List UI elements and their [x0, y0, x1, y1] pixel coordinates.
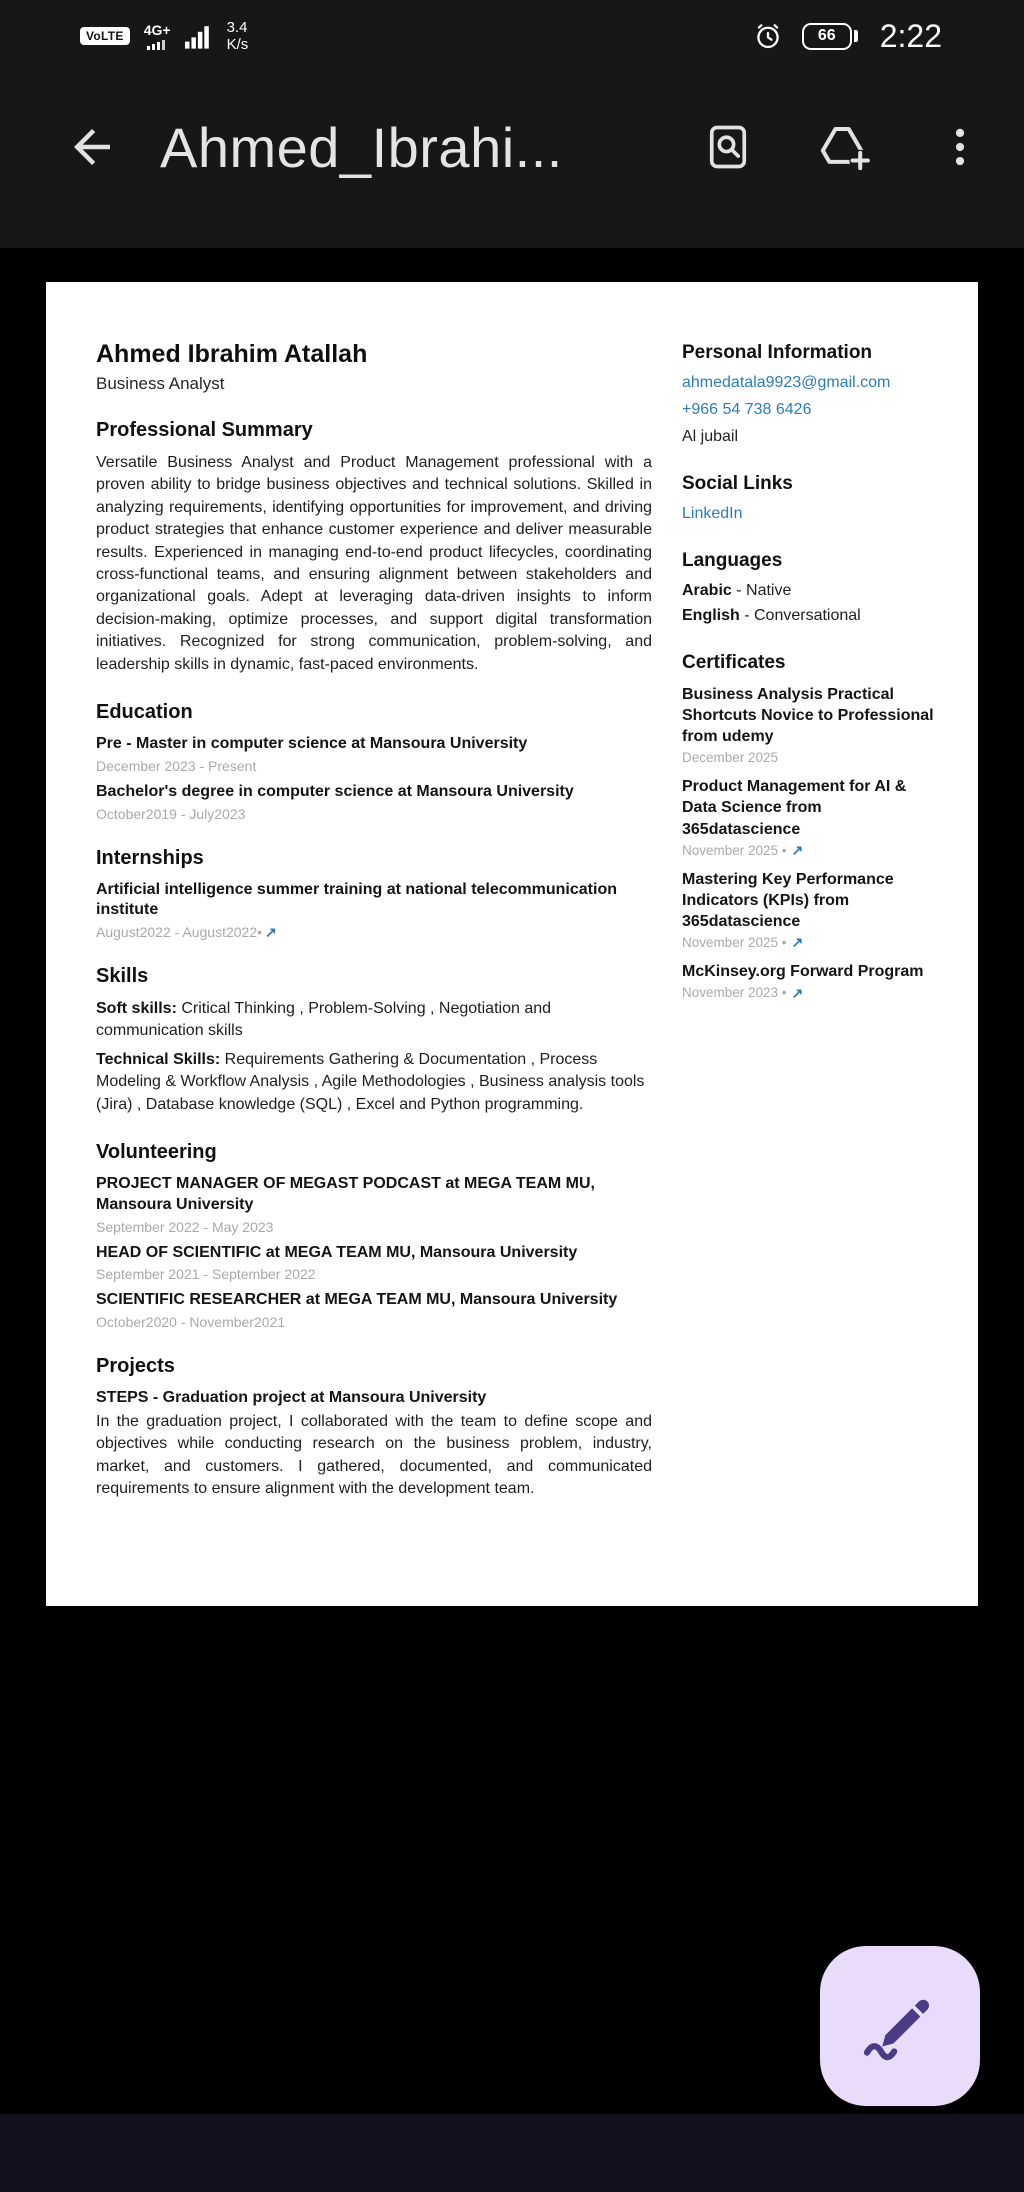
resume-side-column: [682, 340, 936, 1509]
network-speed-value: 3.4: [226, 18, 248, 36]
sidebar-heading-personal: Personal Information: [682, 342, 873, 363]
status-right-cluster: [752, 18, 942, 55]
pdf-page[interactable]: [46, 282, 978, 1606]
language-level: - Native: [731, 582, 792, 599]
network-type-label: 4G+: [143, 21, 171, 38]
education-date: [96, 806, 652, 822]
volunteering-title: HEAD OF SCIENTIFIC at MEGA TEAM MU, Mansoura University: [96, 1243, 578, 1261]
battery-indicator: [802, 23, 858, 50]
person-role: Business Analyst: [96, 374, 225, 393]
volunteering-date: [96, 1314, 652, 1330]
volunteering-entry: [96, 1243, 652, 1283]
certificate-title: McKinsey.org Forward Program: [682, 962, 924, 980]
language-item: [682, 582, 936, 600]
annotate-pen-icon: [856, 1982, 944, 2070]
education-entry: [96, 782, 652, 822]
volunteering-entry: [96, 1290, 652, 1330]
add-to-drive-icon: [817, 120, 871, 174]
overflow-menu-icon: [934, 121, 986, 173]
project-title: STEPS - Graduation project at Mansoura University: [96, 1389, 487, 1407]
date-text: December 2023 - Present: [96, 757, 257, 774]
certificate-date: [682, 843, 936, 858]
certificate-item: [682, 684, 936, 765]
technical-skills-label: Technical Skills:: [96, 1050, 221, 1068]
date-text: September 2022 - May 2023: [96, 1218, 274, 1235]
external-link-icon[interactable]: ↗: [791, 842, 804, 859]
section-heading-internships: Internships: [96, 846, 204, 869]
annotate-fab[interactable]: [820, 1946, 980, 2106]
project-description: In the graduation project, I collaborated with the team to define scope and objectives while conducting research on the business problem, industry, market, and customers. I gathered, documented, and communicated requirements to ensure alignment with the development team.: [96, 1413, 652, 1498]
soft-skills-text: Critical Thinking , Problem-Solving , Negotiation and communication skills: [96, 1000, 552, 1040]
phone-link[interactable]: +966 54 738 6426: [682, 401, 812, 418]
volunteering-title: SCIENTIFIC RESEARCHER at MEGA TEAM MU, Mansoura University: [96, 1291, 618, 1309]
back-arrow-icon: [65, 120, 119, 174]
language-item: [682, 607, 936, 625]
internship-entry: [96, 880, 652, 941]
certificate-item: [682, 869, 936, 950]
section-heading-skills: Skills: [96, 965, 149, 988]
internship-date: [96, 924, 652, 940]
volte-badge-icon: VoLTE: [80, 27, 130, 45]
linkedin-link[interactable]: LinkedIn: [682, 505, 743, 522]
soft-skills-label: Soft skills:: [96, 1000, 177, 1018]
volunteering-title: PROJECT MANAGER OF MEGAST PODCAST at MEGA TEAM MU, Mansoura University: [96, 1175, 595, 1213]
date-text: September 2021 - September 2022: [96, 1266, 316, 1283]
status-left-cluster: [80, 19, 248, 54]
section-heading-volunteering: Volunteering: [96, 1141, 217, 1164]
gesture-nav-bar: [0, 2114, 1024, 2192]
certificate-item: [682, 961, 936, 1000]
alarm-icon: [752, 20, 784, 52]
add-to-drive-button[interactable]: [804, 107, 884, 187]
app-bar-actions: [688, 107, 1000, 187]
app-bar: [0, 62, 1024, 232]
external-link-icon[interactable]: ↗: [265, 924, 277, 941]
section-heading-summary: Professional Summary: [96, 419, 313, 441]
date-text: November 2025 •: [682, 842, 787, 858]
find-in-page-icon: [702, 121, 754, 173]
back-button[interactable]: [52, 107, 132, 187]
overflow-menu-button[interactable]: [920, 107, 1000, 187]
signal-bars-icon: [185, 23, 213, 49]
soft-skills-line: [96, 998, 652, 1043]
volunteering-date: [96, 1266, 652, 1282]
sidebar-heading-languages: Languages: [682, 550, 783, 571]
certificate-title: Business Analysis Practical Shortcuts Novice to Professional from udemy: [682, 686, 934, 746]
volunteering-entry: [96, 1174, 652, 1235]
education-entry: [96, 734, 652, 774]
status-bar: [0, 0, 1024, 62]
certificate-title: Mastering Key Performance Indicators (KPIs) from 365datascience: [682, 870, 894, 930]
battery-level: 66: [802, 23, 852, 50]
signal-bars-mini-icon: [147, 40, 167, 50]
find-in-document-button[interactable]: [688, 107, 768, 187]
network-speed: [227, 19, 249, 54]
technical-skills-text: Requirements Gathering & Documentation , Process Modeling & Workflow Analysis , Agile Methodologies , Business analysis tools (Jira) , Database knowledge (SQL) , Excel and Python programming.: [96, 1050, 645, 1113]
resume-main-column: [96, 340, 652, 1509]
internship-title: Artificial intelligence summer training at national telecommunication institute: [96, 880, 617, 919]
certificate-item: [682, 776, 936, 857]
sidebar-heading-certificates: Certificates: [682, 652, 786, 673]
education-title: Bachelor's degree in computer science at Mansoura University: [96, 782, 574, 800]
sidebar-heading-social: Social Links: [682, 473, 793, 494]
top-chrome: [0, 0, 1024, 248]
certificate-date: [682, 985, 936, 1000]
certificate-date: [682, 750, 936, 765]
date-text: October2020 - November2021: [96, 1314, 286, 1331]
battery-nub: [854, 30, 858, 42]
date-text: November 2023 •: [682, 985, 787, 1001]
certificate-date: [682, 935, 936, 950]
technical-skills-line: [96, 1049, 652, 1116]
location-text: Al jubail: [682, 428, 739, 445]
network-type-indicator: [144, 23, 171, 50]
external-link-icon[interactable]: ↗: [791, 984, 804, 1001]
document-title: Ahmed_Ibrahi...: [160, 115, 563, 179]
summary-text: Versatile Business Analyst and Product Management professional with a proven ability to bridge business objectives and technical solutions. Skilled in analyzing requirements, identifying opportunities for improvement, and driving product strategies that enhance customer experience and deliver measurable results. Experienced in managing end-to-end product lifecycles, coordinating cross-functional teams, and ensuring alignment between stakeholders and organizational goals. Adept at leveraging data-driven insights to inform decision-making, optimize processes, and support digital transformation initiatives. Recognized for strong communication, problem-solving, and leadership skills in dynamic, fast-paced environments.: [96, 454, 652, 673]
volunteering-date: [96, 1219, 652, 1235]
section-heading-education: Education: [96, 700, 193, 723]
date-text: October2019 - July2023: [96, 805, 246, 822]
email-link[interactable]: ahmedatala9923@gmail.com: [682, 374, 891, 391]
date-text: November 2025 •: [682, 934, 787, 950]
certificate-title: Product Management for AI & Data Science from 365datascience: [682, 778, 907, 838]
date-text: December 2025: [682, 750, 779, 766]
education-date: [96, 758, 652, 774]
section-heading-projects: Projects: [96, 1355, 175, 1378]
language-level: - Conversational: [739, 607, 861, 624]
date-text: August2022 - August2022•: [96, 924, 263, 941]
education-title: Pre - Master in computer science at Mansoura University: [96, 734, 528, 752]
external-link-icon[interactable]: ↗: [791, 934, 804, 951]
person-name: Ahmed Ibrahim Atallah: [96, 340, 368, 368]
project-entry: [96, 1388, 652, 1500]
resume-columns: [96, 340, 936, 1509]
language-name: Arabic: [682, 582, 732, 599]
language-name: English: [682, 607, 740, 624]
clock-time: 2:22: [879, 17, 942, 54]
network-speed-unit: K/s: [226, 36, 249, 53]
